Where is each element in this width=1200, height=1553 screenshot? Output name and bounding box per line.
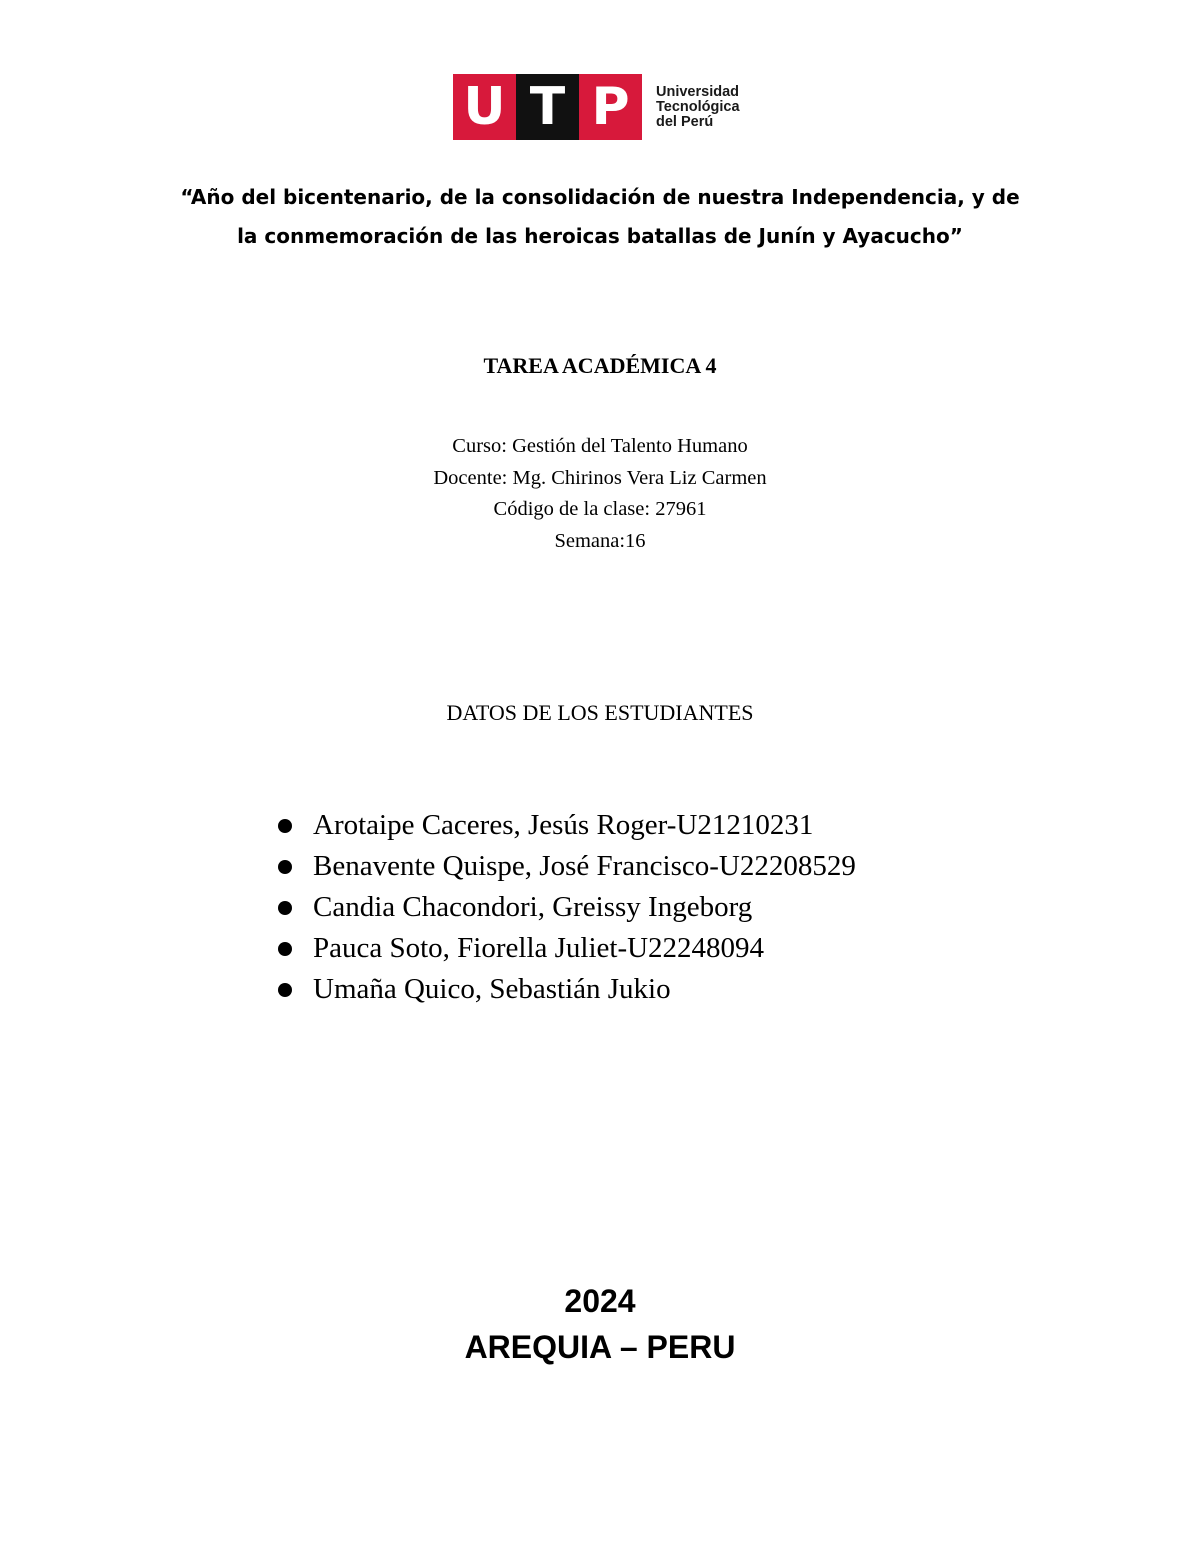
- student-name: Umaña Quico, Sebastián Jukio: [313, 973, 671, 1005]
- teacher-name: Docente: Mg. Chirinos Vera Liz Carmen: [433, 466, 767, 489]
- bullet-icon: [278, 860, 292, 874]
- list-item: [278, 887, 856, 928]
- logo-letter-u: U: [453, 74, 516, 140]
- logo-wordmark-line: Universidad: [656, 83, 739, 100]
- student-name: Benavente Quispe, José Francisco-U22208529: [313, 850, 856, 882]
- document-title: TAREA ACADÉMICA 4: [483, 353, 717, 378]
- motto-line: “Año del bicentenario, de la consolidación de nuestra Independencia, y de: [180, 185, 1020, 209]
- bullet-icon: [278, 942, 292, 956]
- logo-letter-t: T: [516, 74, 579, 140]
- footer-location: AREQUIA – PERU: [464, 1329, 736, 1365]
- student-list: [278, 805, 856, 1010]
- course-name: Curso: Gestión del Talento Humano: [452, 435, 748, 457]
- logo-wordmark-line: del Perú: [656, 113, 714, 130]
- student-name: Pauca Soto, Fiorella Juliet-U22248094: [313, 932, 765, 964]
- footer-year: 2024: [564, 1283, 636, 1319]
- class-code: Código de la clase: 27961: [493, 498, 707, 520]
- list-item: [278, 846, 856, 887]
- utp-logo: [453, 74, 740, 140]
- year-motto: [0, 178, 1200, 256]
- list-item: [278, 969, 856, 1010]
- document-footer: [0, 1278, 1200, 1370]
- students-heading: DATOS DE LOS ESTUDIANTES: [446, 700, 754, 725]
- course-info: [0, 431, 1200, 557]
- student-name: Arotaipe Caceres, Jesús Roger-U21210231: [313, 809, 814, 841]
- motto-line: la conmemoración de las heroicas batallas de Junín y Ayacucho”: [237, 224, 963, 248]
- bullet-icon: [278, 901, 292, 915]
- student-name: Candia Chacondori, Greissy Ingeborg: [313, 891, 753, 923]
- logo-letter-p: P: [579, 74, 642, 140]
- logo-wordmark-line: Tecnológica: [656, 98, 740, 115]
- logo-wordmark: [656, 85, 740, 130]
- list-item: [278, 928, 856, 969]
- week-number: Semana:16: [554, 529, 646, 552]
- list-item: [278, 805, 856, 846]
- bullet-icon: [278, 983, 292, 997]
- bullet-icon: [278, 819, 292, 833]
